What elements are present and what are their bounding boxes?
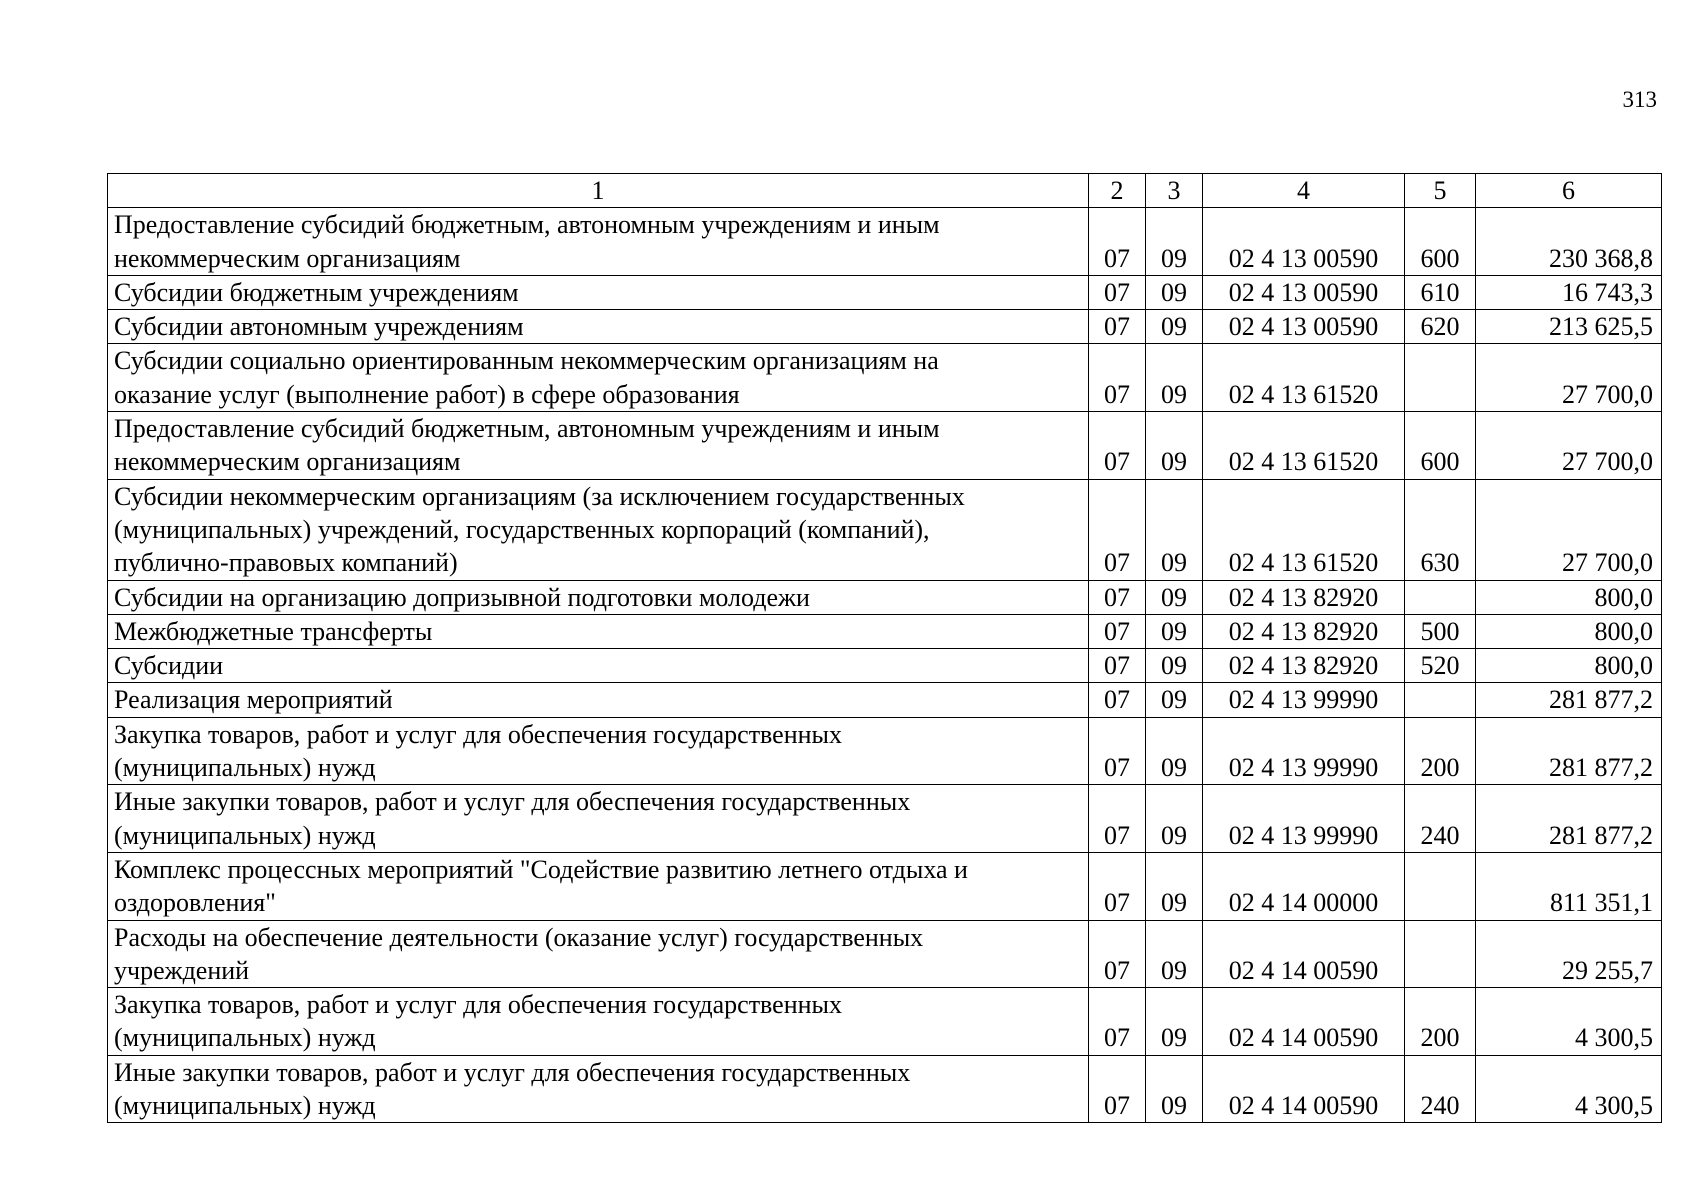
row-target-code-cell: 02 4 14 00590	[1203, 920, 1405, 988]
budget-table-container	[107, 173, 1661, 1123]
row-amount-cell: 27 700,0	[1476, 344, 1662, 412]
table-body	[108, 208, 1662, 1123]
row-target-code-cell: 02 4 14 00590	[1203, 1055, 1405, 1123]
row-section-cell: 07	[1089, 649, 1146, 683]
table-row	[108, 614, 1662, 648]
row-expense-type-cell: 620	[1405, 310, 1476, 344]
row-section-cell: 07	[1089, 344, 1146, 412]
row-amount-cell: 27 700,0	[1476, 479, 1662, 580]
row-amount-cell: 281 877,2	[1476, 717, 1662, 785]
row-name-cell: Субсидии социально ориентированным некоммерческим организациям на оказание услуг (выполнение работ) в сфере образования	[108, 344, 1089, 412]
row-section-cell: 07	[1089, 785, 1146, 853]
row-target-code-cell: 02 4 13 61520	[1203, 479, 1405, 580]
row-name-cell: Закупка товаров, работ и услуг для обеспечения государственных (муниципальных) нужд	[108, 717, 1089, 785]
row-expense-type-cell: 500	[1405, 614, 1476, 648]
row-section-cell: 07	[1089, 412, 1146, 480]
row-amount-cell: 800,0	[1476, 614, 1662, 648]
row-target-code-cell: 02 4 14 00000	[1203, 852, 1405, 920]
table-row	[108, 852, 1662, 920]
row-amount-cell: 27 700,0	[1476, 412, 1662, 480]
row-subsection-cell: 09	[1146, 479, 1203, 580]
row-amount-cell: 213 625,5	[1476, 310, 1662, 344]
row-name-cell: Расходы на обеспечение деятельности (оказание услуг) государственных учреждений	[108, 920, 1089, 988]
row-subsection-cell: 09	[1146, 717, 1203, 785]
table-row	[108, 1055, 1662, 1123]
row-target-code-cell: 02 4 13 82920	[1203, 649, 1405, 683]
row-amount-cell: 811 351,1	[1476, 852, 1662, 920]
row-expense-type-cell: 240	[1405, 785, 1476, 853]
row-expense-type-cell: 630	[1405, 479, 1476, 580]
row-section-cell: 07	[1089, 852, 1146, 920]
row-amount-cell: 281 877,2	[1476, 683, 1662, 717]
row-name-cell: Субсидии автономным учреждениям	[108, 310, 1089, 344]
row-expense-type-cell: 610	[1405, 275, 1476, 309]
row-amount-cell: 16 743,3	[1476, 275, 1662, 309]
row-amount-cell: 29 255,7	[1476, 920, 1662, 988]
row-name-cell: Закупка товаров, работ и услуг для обеспечения государственных (муниципальных) нужд	[108, 988, 1089, 1056]
row-amount-cell: 4 300,5	[1476, 1055, 1662, 1123]
row-target-code-cell: 02 4 13 99990	[1203, 785, 1405, 853]
row-expense-type-cell	[1405, 683, 1476, 717]
row-subsection-cell: 09	[1146, 649, 1203, 683]
row-section-cell: 07	[1089, 920, 1146, 988]
row-target-code-cell: 02 4 13 61520	[1203, 344, 1405, 412]
row-subsection-cell: 09	[1146, 614, 1203, 648]
row-expense-type-cell: 200	[1405, 988, 1476, 1056]
row-subsection-cell: 09	[1146, 208, 1203, 276]
row-amount-cell: 281 877,2	[1476, 785, 1662, 853]
row-section-cell: 07	[1089, 683, 1146, 717]
row-subsection-cell: 09	[1146, 852, 1203, 920]
row-subsection-cell: 09	[1146, 275, 1203, 309]
table-row	[108, 310, 1662, 344]
table-row	[108, 412, 1662, 480]
row-name-cell: Субсидии некоммерческим организациям (за исключением государственных (муниципальных) учреждений, государственных корпораций (компаний), публично-правовых компаний)	[108, 479, 1089, 580]
row-target-code-cell: 02 4 13 99990	[1203, 717, 1405, 785]
row-target-code-cell: 02 4 13 61520	[1203, 412, 1405, 480]
row-subsection-cell: 09	[1146, 580, 1203, 614]
row-name-cell: Предоставление субсидий бюджетным, автономным учреждениям и иным некоммерческим организациям	[108, 412, 1089, 480]
table-row	[108, 920, 1662, 988]
row-section-cell: 07	[1089, 580, 1146, 614]
table-row	[108, 785, 1662, 853]
row-section-cell: 07	[1089, 479, 1146, 580]
row-target-code-cell: 02 4 13 00590	[1203, 310, 1405, 344]
row-name-cell: Предоставление субсидий бюджетным, автономным учреждениям и иным некоммерческим организациям	[108, 208, 1089, 276]
table-row	[108, 649, 1662, 683]
table-row	[108, 275, 1662, 309]
row-subsection-cell: 09	[1146, 1055, 1203, 1123]
row-expense-type-cell: 200	[1405, 717, 1476, 785]
table-row	[108, 988, 1662, 1056]
row-expense-type-cell	[1405, 344, 1476, 412]
table-row	[108, 717, 1662, 785]
table-header	[108, 174, 1662, 208]
row-section-cell: 07	[1089, 310, 1146, 344]
row-name-cell: Субсидии бюджетным учреждениям	[108, 275, 1089, 309]
row-expense-type-cell: 600	[1405, 412, 1476, 480]
row-expense-type-cell	[1405, 920, 1476, 988]
row-amount-cell: 800,0	[1476, 580, 1662, 614]
row-name-cell: Иные закупки товаров, работ и услуг для обеспечения государственных (муниципальных) нужд	[108, 785, 1089, 853]
row-name-cell: Субсидии на организацию допризывной подготовки молодежи	[108, 580, 1089, 614]
row-section-cell: 07	[1089, 614, 1146, 648]
row-expense-type-cell	[1405, 580, 1476, 614]
row-target-code-cell: 02 4 13 82920	[1203, 614, 1405, 648]
budget-table	[107, 173, 1662, 1123]
row-expense-type-cell: 520	[1405, 649, 1476, 683]
row-subsection-cell: 09	[1146, 785, 1203, 853]
header-row	[108, 174, 1662, 208]
row-name-cell: Комплекс процессных мероприятий "Содействие развитию летнего отдыха и оздоровления"	[108, 852, 1089, 920]
row-subsection-cell: 09	[1146, 344, 1203, 412]
table-row	[108, 208, 1662, 276]
row-amount-cell: 4 300,5	[1476, 988, 1662, 1056]
row-name-cell: Субсидии	[108, 649, 1089, 683]
table-row	[108, 580, 1662, 614]
row-section-cell: 07	[1089, 988, 1146, 1056]
header-cell-5: 5	[1405, 174, 1476, 208]
row-expense-type-cell	[1405, 852, 1476, 920]
table-row	[108, 683, 1662, 717]
row-expense-type-cell: 240	[1405, 1055, 1476, 1123]
row-section-cell: 07	[1089, 208, 1146, 276]
row-subsection-cell: 09	[1146, 310, 1203, 344]
page-number: 313	[1622, 87, 1657, 112]
header-cell-3: 3	[1146, 174, 1203, 208]
row-target-code-cell: 02 4 13 99990	[1203, 683, 1405, 717]
row-name-cell: Межбюджетные трансферты	[108, 614, 1089, 648]
row-amount-cell: 800,0	[1476, 649, 1662, 683]
row-target-code-cell: 02 4 13 82920	[1203, 580, 1405, 614]
row-target-code-cell: 02 4 14 00590	[1203, 988, 1405, 1056]
row-target-code-cell: 02 4 13 00590	[1203, 208, 1405, 276]
table-row	[108, 344, 1662, 412]
row-amount-cell: 230 368,8	[1476, 208, 1662, 276]
table-row	[108, 479, 1662, 580]
row-subsection-cell: 09	[1146, 683, 1203, 717]
header-cell-4: 4	[1203, 174, 1405, 208]
row-section-cell: 07	[1089, 275, 1146, 309]
row-section-cell: 07	[1089, 717, 1146, 785]
row-subsection-cell: 09	[1146, 920, 1203, 988]
row-subsection-cell: 09	[1146, 412, 1203, 480]
header-cell-6: 6	[1476, 174, 1662, 208]
row-name-cell: Иные закупки товаров, работ и услуг для обеспечения государственных (муниципальных) нужд	[108, 1055, 1089, 1123]
row-section-cell: 07	[1089, 1055, 1146, 1123]
row-subsection-cell: 09	[1146, 988, 1203, 1056]
header-cell-1: 1	[108, 174, 1089, 208]
row-name-cell: Реализация мероприятий	[108, 683, 1089, 717]
row-expense-type-cell: 600	[1405, 208, 1476, 276]
header-cell-2: 2	[1089, 174, 1146, 208]
row-target-code-cell: 02 4 13 00590	[1203, 275, 1405, 309]
